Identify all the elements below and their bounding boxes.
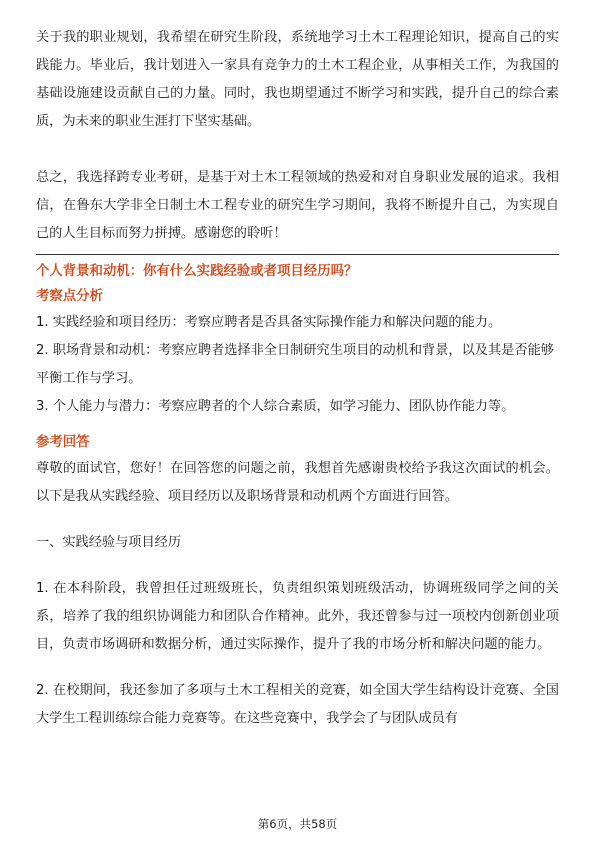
section-divider bbox=[36, 254, 559, 255]
answer-section-title: 一、实践经验与项目经历 bbox=[36, 535, 182, 550]
analysis-item: 3. 个人能力与潜力：考察应聘者的个人综合素质，如学习能力、团队协作能力等。 bbox=[36, 399, 515, 414]
answer-point: 1. 在本科阶段，我曾担任过班级班长，负责组织策划班级活动，协调班级同学之间的关系，培养了我的组织协调能力和团队合作精神。此外，我还曾参与过一项校内创新创业项目，负责市场调研和数据分析，通过实际操作，提升了我的市场分析和解决问题的能力。 bbox=[36, 581, 559, 652]
paragraph-spacer bbox=[36, 659, 559, 677]
page-number-footer: 第6页，共58页 bbox=[257, 817, 338, 831]
paragraph-spacer bbox=[36, 136, 559, 164]
intro-paragraph-career-plan: 关于我的职业规划，我希望在研究生阶段，系统地学习土木工程理论知识，提高自己的实践能力。毕业后，我计划进入一家具有竞争力的土木工程企业，从事相关工作，为我国的基础设施建设贡献自己的力量。同时，我也期望通过不断学习和实践，提升自己的综合素质，为未来的职业生涯打下坚实基础。 bbox=[36, 30, 559, 129]
answer-heading: 参考回答 bbox=[36, 435, 90, 450]
analysis-item: 1. 实践经验和项目经历：考察应聘者是否具备实际操作能力和解决问题的能力。 bbox=[36, 315, 502, 330]
page-content bbox=[36, 24, 559, 733]
answer-opening: 尊敬的面试官，您好！在回答您的问题之前，我想首先感谢贵校给予我这次面试的机会。以下是我从实践经验、项目经历以及职场背景和动机两个方面进行回答。 bbox=[36, 461, 559, 504]
analysis-heading: 考察点分析 bbox=[36, 289, 103, 304]
paragraph-spacer bbox=[36, 557, 559, 575]
intro-paragraph-conclusion: 总之，我选择跨专业考研，是基于对土木工程领域的热爱和对自身职业发展的追求。我相信，在鲁东大学非全日制土木工程专业的研究生学习期间，我将不断提升自己，为实现自己的人生目标而努力拼搏。感谢您的聆听！ bbox=[36, 170, 559, 241]
interview-question: 个人背景和动机：你有什么实践经验或者项目经历吗？ bbox=[36, 264, 358, 279]
paragraph-spacer bbox=[36, 421, 559, 431]
analysis-item: 2. 职场背景和动机：考察应聘者选择非全日制研究生项目的动机和背景，以及其是否能够平衡工作与学习。 bbox=[36, 343, 554, 386]
answer-point: 2. 在校期间，我还参加了多项与土木工程相关的竞赛，如全国大学生结构设计竞赛、全国大学生工程训练综合能力竞赛等。在这些竞赛中，我学会了与团队成员有 bbox=[36, 683, 559, 726]
paragraph-spacer bbox=[36, 511, 559, 529]
